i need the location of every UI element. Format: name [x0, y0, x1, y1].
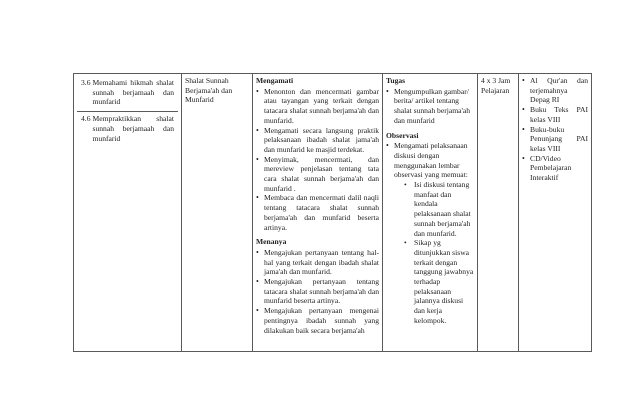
- alokasi-waktu-text: 4 x 3 Jam Pelajaran: [481, 76, 511, 95]
- list-item: • Mengumpulkan gambar/ berita/ artikel tentang shalat sunnah berjama'ah dan munfarid: [386, 87, 474, 126]
- list-item: • Buku Teks PAI kelas VIII: [522, 105, 588, 124]
- list-item: • Mengamati secara langsung praktik pelaksanaan ibadah shalat jama'ah dan munfarid ke masjid terdekat.: [256, 126, 379, 155]
- list-item: • Menyimak, mencermati, dan mereview penjelasan tentang tata cara shalat sunnah berjama'ah dan munfarid .: [256, 155, 379, 194]
- kd-item: [77, 111, 178, 147]
- mengamati-list: [256, 87, 379, 233]
- tugas-heading: Tugas: [386, 76, 406, 85]
- tugas-list: [386, 87, 474, 126]
- list-item: • Membaca dan mencermati dalil naqli tentang tatacara shalat sunnah berjama'ah dan munfarid beserta artinya.: [256, 193, 379, 232]
- sub-item-text: Sikap yg ditunjukkan siswa terkait dengan tanggung jawabnya terhadap pelaksanaan jalannya diskusi dan kerja kelompok.: [414, 238, 474, 325]
- list-item: • Buku-buku Penunjang PAI kelas VIII: [522, 125, 588, 154]
- list-item: • Mengajukan pertanyaan tentang hal-hal yang terkait dengan ibadah shalat jama'ah dan munfarid.: [256, 248, 379, 277]
- list-item: • Mengajukan pertanyaan mengenai pentingnya ibadah sunnah yang dilakukan baik secara berjama'ah: [256, 306, 379, 335]
- sumber-belajar-list: [522, 76, 588, 183]
- sub-list-item: [402, 238, 474, 325]
- kd-text: Mempraktikkan shalat sunnah berjamaah dan munfarid: [92, 114, 174, 143]
- observasi-sub-list: [394, 180, 474, 326]
- mengamati-heading: Mengamati: [256, 76, 294, 85]
- kd-cell: [74, 74, 182, 352]
- sub-item-text: Isi diskusi tentang manfaat dan kendala pelaksanaan shalat sunnah berjama'ah dan munfarid.: [414, 180, 471, 238]
- materi-cell: [182, 74, 253, 352]
- kd-item: [77, 76, 178, 111]
- sub-bullet: •: [404, 180, 407, 190]
- list-item: • Menonton dan mencermati gambar atau tayangan yang terkait dengan tatacara shalat sunnah berjama'ah dan munfarid.: [256, 87, 379, 126]
- kd-number: 4.6: [81, 114, 91, 124]
- observasi-heading: Observasi: [386, 130, 419, 140]
- kd-number: 3.6: [81, 78, 91, 87]
- sub-bullet: •: [404, 238, 407, 248]
- materi-text: Shalat Sunnah Berjama'ah dan Munfarid: [185, 76, 233, 105]
- alokasi-waktu-cell: [478, 74, 519, 352]
- penilaian-cell: [383, 74, 478, 352]
- list-item: • Mengamati pelaksanaan diskusi dengan menggunakan lembar observasi yang memuat: • Isi diskusi tentang manfaat dan kendala pelaksanaan shalat sunnah berjama'ah dan munfarid. • Sikap yg ditunjukkan siswa terkait dengan tanggung jawabnya terhadap pelaksanaan jalannya diskusi dan kerja kelompok.: [386, 141, 474, 325]
- list-item: • Al Qur'an dan terjemahnya Depag RI: [522, 76, 588, 105]
- pembelajaran-cell: [253, 74, 383, 352]
- menanya-heading: Menanya: [256, 237, 287, 247]
- menanya-list: [256, 248, 379, 335]
- list-item: • CD/Video Pembelajaran Interaktif: [522, 154, 588, 183]
- table-row: [74, 74, 592, 352]
- observasi-list: [386, 141, 474, 325]
- list-item: • Mengajukan pertanyaan tentang tatacara shalat sunnah berjama'ah dan munfarid beserta artinya.: [256, 277, 379, 306]
- kd-text: Memahami hikmah shalat sunnah berjamaah dan munfarid: [92, 78, 174, 107]
- sub-list-item: [402, 180, 474, 238]
- sumber-belajar-cell: [519, 74, 592, 352]
- syllabus-table: [73, 73, 592, 352]
